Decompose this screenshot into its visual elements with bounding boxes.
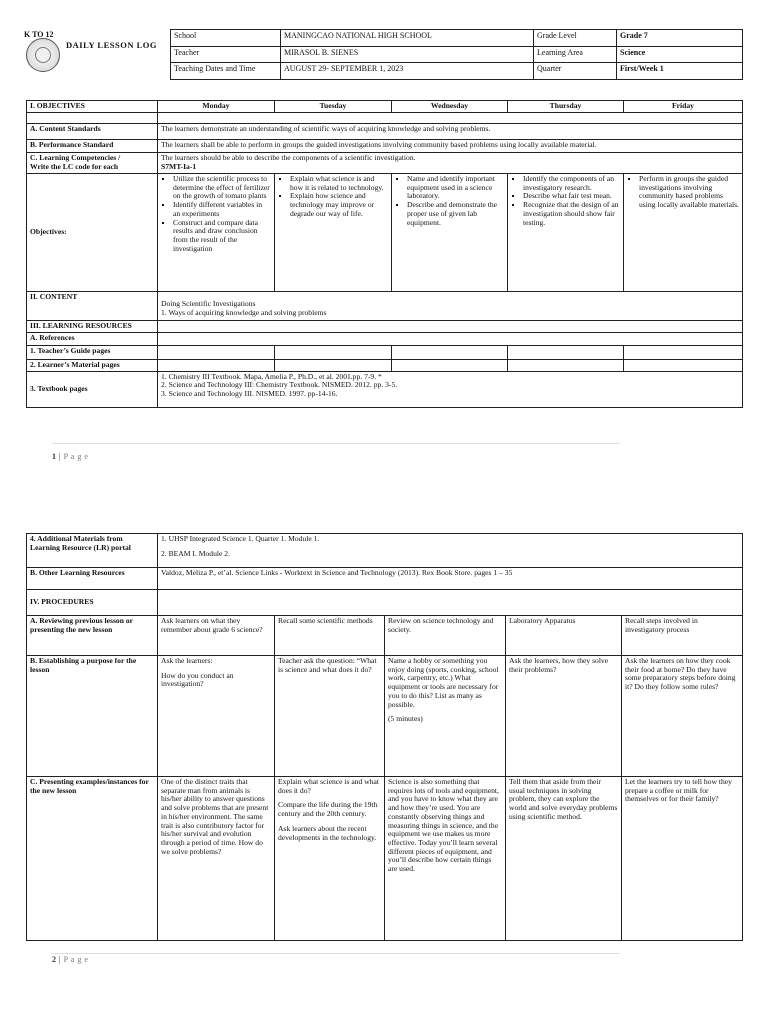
quarter-label: Quarter [534, 63, 617, 80]
teacher-label: Teacher [171, 47, 281, 63]
wednesday-objectives [392, 174, 508, 292]
school-value: MANINGCAO NATIONAL HIGH SCHOOL [281, 30, 534, 47]
purpose-monday-line2: How do you conduct an investigation? [161, 670, 234, 689]
competencies-label-line2: Write the LC code for each [30, 161, 119, 171]
purpose-wednesday-time: (5 minutes) [388, 714, 423, 724]
day-thursday: Thursday [508, 101, 624, 113]
page-word: P a g e [63, 452, 89, 461]
presenting-tuesday [275, 777, 385, 941]
objective-item: ▪ Identify the components of an investigatory research. [523, 175, 620, 192]
quarter-value: First/Week 1 [617, 63, 743, 80]
textbook-line-3: 3. Science and Technology III. NISMED. 1997. pp-14-16. [161, 389, 338, 399]
reviewing-thursday: Laboratory Apparatus [506, 616, 622, 656]
objective-item: ▪ Construct and compare data results and draw conclusion from the result of the investigation [173, 219, 271, 254]
purpose-label: B. Establishing a purpose for the lesson [27, 656, 158, 777]
school-label: School [171, 30, 281, 47]
reviewing-label: A. Reviewing previous lesson or presenting the new lesson [27, 616, 158, 656]
textbook-line-1: 1. Chemistry III Textbook. Mapa, Amelia P., Ph.D., et al. 2001.pp. 7-9. * [161, 371, 382, 381]
objectives-row-label: Objectives: [27, 174, 158, 292]
learning-resources-label: III. LEARNING RESOURCES [27, 321, 158, 333]
additional-materials-cell [158, 534, 743, 568]
reviewing-friday: Recall steps involved in investigatory process [622, 616, 743, 656]
presenting-tuesday-line1: Explain what science is and what does it do? [278, 777, 380, 795]
dates-value: AUGUST 29- SEPTEMBER 1, 2023 [281, 63, 534, 80]
teacher-value: MIRASOL B. SIENES [281, 47, 534, 63]
purpose-thursday: Ask the learners, how they solve their problems? [506, 656, 622, 777]
content-standards-text: The learners demonstrate an understanding of scientific ways of acquiring knowledge and solving problems. [158, 124, 743, 140]
references-label: A. References [27, 333, 158, 346]
grade-label: Grade Level [534, 30, 617, 47]
page1-footer: 1 | P a g e [52, 452, 89, 461]
day-friday: Friday [624, 101, 743, 113]
content-label: II. CONTENT [27, 292, 158, 321]
objective-item: ▪ Utilize the scientific process to determine the effect of fertilizer on the growth of tomato plants [173, 175, 271, 201]
competency-code: S7MT-Ia-1 [161, 161, 197, 171]
presenting-wednesday: Science is also something that requires lots of tools and equipment, and you have to know what they are and how they’re used. You are constantly observing things and measuring things in science, and the equipment we use makes us more effective. Today you’ll learn several different pieces of equipment, and you’ll describe how certain things are used. [385, 777, 506, 941]
performance-standard-label: B. Performance Standard [27, 140, 158, 153]
competencies-text: The learners should be able to describe the components of a scientific investigation. [161, 153, 416, 162]
objective-item: ▪ Explain what science is and how it is related to technology. [290, 175, 388, 192]
area-label: Learning Area [534, 47, 617, 63]
purpose-wednesday [385, 656, 506, 777]
competencies-label [27, 153, 158, 174]
tuesday-objectives [275, 174, 392, 292]
deped-seal-logo [26, 38, 60, 72]
procedures-label: IV. PROCEDURES [27, 590, 158, 616]
textbook-line-2: 2. Science and Technology III: Chemistry Textbook. NISMED. 2012. pp. 3-5. [161, 380, 398, 390]
page2-footer-rule [52, 953, 620, 954]
reviewing-monday: Ask learners on what they remember about grade 6 science? [158, 616, 275, 656]
purpose-tuesday: Teacher ask the question: “What is science and what does it do? [275, 656, 385, 777]
page-number: 1 [52, 452, 57, 461]
textbook-pages-label: 3. Textbook pages [27, 371, 158, 407]
performance-standard-text: The learners shall be able to perform in groups the guided investigations involving community based problems using locally available material. [158, 140, 743, 153]
page-number: 2 [52, 955, 57, 964]
presenting-thursday: Tell them that aside from their usual techniques in solving problem, they can explore the world and solve everyday problems using scientific method. [506, 777, 622, 941]
presenting-label: C. Presenting examples/instances for the new lesson [27, 777, 158, 941]
competencies-cell [158, 153, 743, 174]
content-line-1: Doing Scientific Investigations [161, 299, 256, 308]
day-tuesday: Tuesday [275, 101, 392, 113]
thursday-objectives [508, 174, 624, 292]
presenting-tuesday-line3: Ask learners about the recent developments in the technology. [278, 823, 377, 842]
page-word: P a g e [63, 955, 89, 964]
additional-materials-label: 4. Additional Materials from Learning Resource (LR) portal [27, 534, 158, 568]
dates-label: Teaching Dates and Time [171, 63, 281, 80]
presenting-tuesday-line2: Compare the life during the 19th century and the 20th century. [278, 800, 378, 819]
header-table [170, 29, 743, 80]
objective-item: ▪ Describe and demonstrate the proper use of given lab equipment. [407, 201, 504, 227]
page1-footer-rule [52, 443, 620, 444]
page1-lesson-table [26, 100, 743, 408]
reviewing-tuesday: Recall some scientific methods [275, 616, 385, 656]
purpose-monday-line1: Ask the learners: [161, 656, 213, 665]
objective-item: ▪ Describe what fair test mean. [523, 192, 620, 201]
content-line-2: 1. Ways of acquiring knowledge and solving problems [161, 307, 327, 317]
textbook-pages-cell [158, 371, 743, 407]
purpose-wednesday-text: Name a hobby or something you enjoy doing (sports, cooking, school work, carpentry, etc.) What equipment or tools are necessary for you to do this? List as many as possible. [388, 656, 499, 709]
k12-label: K TO 12 [24, 30, 54, 39]
additional-material-1: 1. UHSP Integrated Science 1. Quarter 1. Module 1. [161, 534, 320, 543]
reviewing-wednesday: Review on science technology and society. [385, 616, 506, 656]
dll-title: DAILY LESSON LOG [66, 40, 157, 50]
grade-value: Grade 7 [617, 30, 743, 47]
objective-item: ▪ Perform in groups the guided investigations involving community based problems using locally available materials. [639, 175, 739, 210]
content-cell [158, 292, 743, 321]
page2-lesson-table [26, 533, 743, 941]
objectives-heading: I. OBJECTIVES [27, 101, 158, 113]
objective-item: ▪ Name and identify important equipment used in a science laboratory. [407, 175, 504, 201]
area-value: Science [617, 47, 743, 63]
day-wednesday: Wednesday [392, 101, 508, 113]
objective-item: ▪ Explain how science and technology may improve or degrade our way of life. [290, 192, 388, 218]
purpose-monday [158, 656, 275, 777]
learners-material-label: 2. Learner’s Material pages [27, 360, 158, 372]
monday-objectives [158, 174, 275, 292]
other-resources-label: B. Other Learning Resources [27, 568, 158, 590]
day-monday: Monday [158, 101, 275, 113]
teachers-guide-label: 1. Teacher’s Guide pages [27, 346, 158, 360]
presenting-friday: Let the learners try to tell how they prepare a coffee or milk for themselves or for their family? [622, 777, 743, 941]
additional-material-2: 2. BEAM I. Module 2. [161, 548, 230, 558]
competencies-label-line1: C. Learning Competencies / [30, 153, 121, 162]
objective-item: ▪ Identify different variables in an experiments [173, 201, 271, 218]
other-resources-text: Valdoz, Meliza P., et’al. Science Links - Worktext in Science and Technology (2013). Rex Book Store. pages 1 – 35 [158, 568, 743, 590]
content-standards-label: A. Content Standards [27, 124, 158, 140]
presenting-monday: One of the distinct traits that separate man from animals is his/her ability to answer questions and solve problems that are present in his/her environment. The same trait is also contributory factor for his/her survival and evolution through a period of time. How do we solve problems? [158, 777, 275, 941]
objective-item: ▪ Recognize that the design of an investigation should show fair testing. [523, 201, 620, 227]
page2-footer: 2 | P a g e [52, 955, 89, 964]
purpose-friday: Ask the learners on how they cook their food at home? Do they have some preparatory steps before doing it? Do they follow some rules? [622, 656, 743, 777]
friday-objectives [624, 174, 743, 292]
